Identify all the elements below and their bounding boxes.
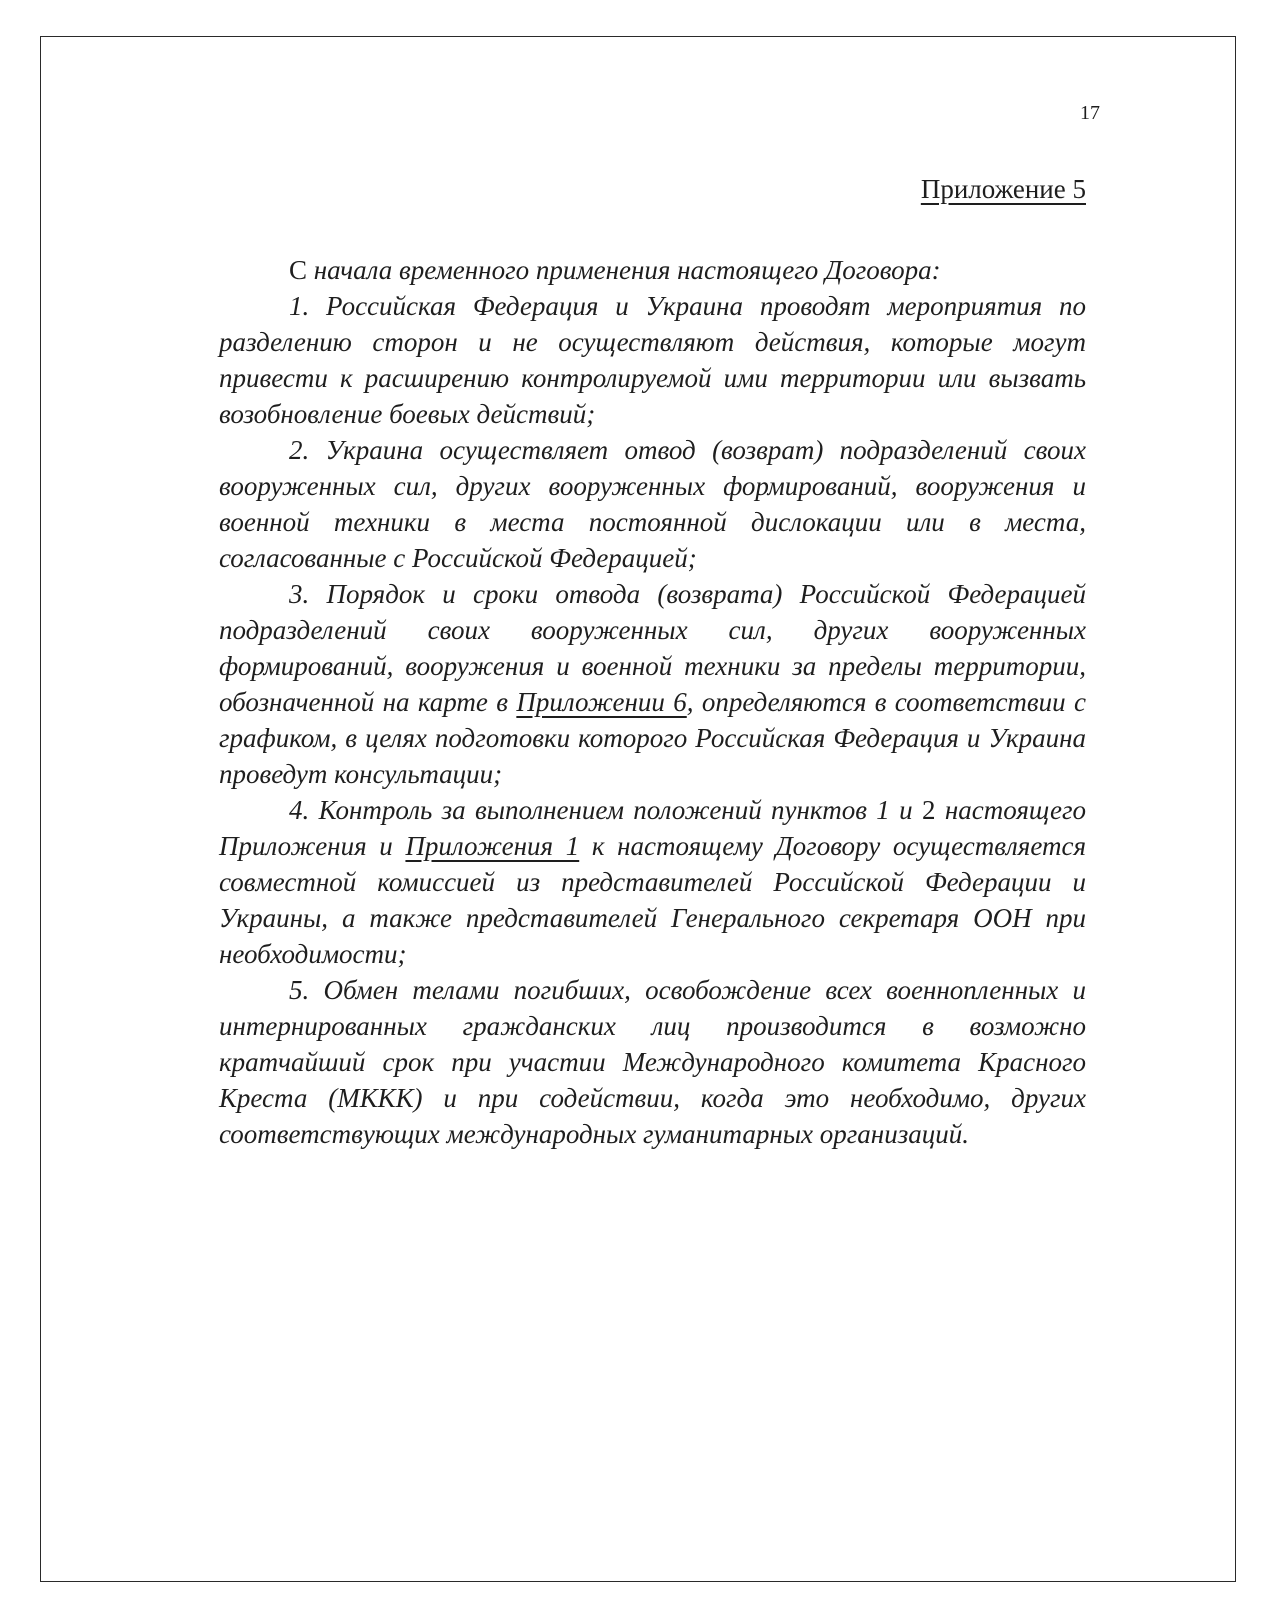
item-3-text-after: , определяются в соответствии с графиком, в целях подготовки которого Российская Федерация и Украина проведут консультации; xyxy=(219,687,1086,789)
item-1-paragraph: 1. Российская Федерация и Украина проводят мероприятия по разделению сторон и не осуществляют действия, которые могут привести к расширению контролируемой ими территории или вызвать возобновление боевых действий; xyxy=(219,291,1086,429)
item-5-paragraph: 5. Обмен телами погибших, освобождение всех военнопленных и интернированных гражданских лиц производится в возможно кратчайший срок при участии Международного комитета Красного Креста (МККК) и при содействии, когда это необходимо, других соответствующих международных гуманитарных организаций. xyxy=(219,975,1086,1149)
item-3-text-before: 3. Порядок и сроки отвода (возврата) Российской Федерацией подразделений своих вооруженных сил, других вооруженных формирований, вооружения и военной техники за пределы территории, обозначенной на карте в xyxy=(219,579,1086,717)
page-number: 17 xyxy=(1080,102,1100,124)
item-2-paragraph: 2. Украина осуществляет отвод (возврат) подразделений своих вооруженных сил, других вооруженных формирований, вооружения и военной техники в места постоянной дислокации или в места, согласованные с Российской Федерацией; xyxy=(219,435,1086,573)
item-4-paragraph xyxy=(219,792,1086,972)
intro-first-letter: С xyxy=(289,255,308,285)
annex-title: Приложение 5 xyxy=(920,174,1086,204)
item-4-text-middle: настоящего Приложения и xyxy=(219,795,1086,861)
annex-6-reference-link[interactable]: Приложении 6 xyxy=(516,687,687,717)
item-4-text-before: 4. Контроль за выполнением положений пунктов 1 и xyxy=(289,795,922,825)
annex-1-reference-link[interactable]: Приложения 1 xyxy=(405,831,580,861)
item-4-point-number: 2 xyxy=(922,795,936,825)
document-body xyxy=(219,252,1086,1152)
item-4-text-after: к настоящему Договору осуществляется совместной комиссией из представителей Российской Федерации и Украины, а также представителей Генерального секретаря ООН при необходимости; xyxy=(219,831,1086,969)
item-3-paragraph xyxy=(219,576,1086,792)
intro-text: начала временного применения настоящего Договора: xyxy=(307,255,941,285)
intro-paragraph xyxy=(219,252,1086,288)
